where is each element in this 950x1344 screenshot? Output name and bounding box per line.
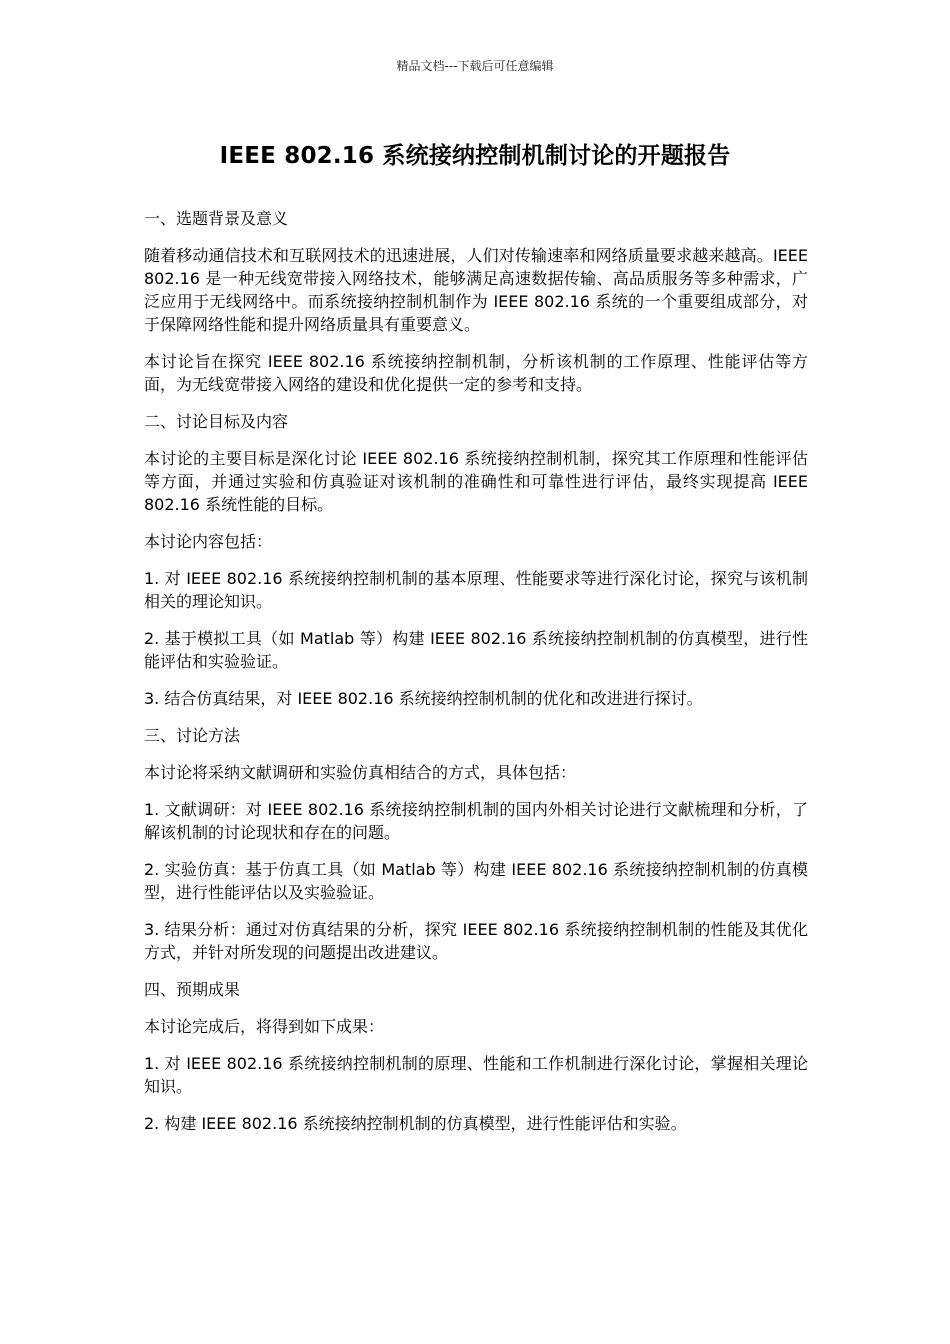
list-item-content-3: 3. 结合仿真结果，对 IEEE 802.16 系统接纳控制机制的优化和改进进行探讨。 [144, 689, 703, 708]
paragraph-purpose: 本讨论旨在探究 IEEE 802.16 系统接纳控制机制，分析该机制的工作原理、性能评估等方面，为无线宽带接入网络的建设和优化提供一定的参考和支持。 [144, 352, 808, 394]
list-item-method-2: 2. 实验仿真：基于仿真工具（如 Matlab 等）构建 IEEE 802.16 系统接纳控制机制的仿真模型，进行性能评估以及实验验证。 [144, 860, 808, 902]
paragraph-methods-intro: 本讨论将采纳文献调研和实验仿真相结合的方式，具体包括： [144, 763, 577, 782]
list-item-outcome-2: 2. 构建 IEEE 802.16 系统接纳控制机制的仿真模型，进行性能评估和实验。 [144, 1114, 687, 1133]
list-item-content-1: 1. 对 IEEE 802.16 系统接纳控制机制的基本原理、性能要求等进行深化讨论，探究与该机制相关的理论知识。 [144, 569, 808, 611]
section-heading-methods: 三、讨论方法 [144, 726, 241, 745]
document-title: IEEE 802.16 系统接纳控制机制讨论的开题报告 [219, 143, 731, 169]
section-heading-outcomes: 四、预期成果 [144, 980, 241, 999]
section-heading-background: 一、选题背景及意义 [144, 209, 289, 228]
paragraph-outcomes-intro: 本讨论完成后，将得到如下成果： [144, 1017, 385, 1036]
list-item-outcome-1: 1. 对 IEEE 802.16 系统接纳控制机制的原理、性能和工作机制进行深化讨论，掌握相关理论知识。 [144, 1054, 808, 1096]
paragraph-content-intro: 本讨论内容包括： [144, 532, 273, 551]
section-heading-goals: 二、讨论目标及内容 [144, 412, 289, 431]
list-item-content-2: 2. 基于模拟工具（如 Matlab 等）构建 IEEE 802.16 系统接纳控制机制的仿真模型，进行性能评估和实验验证。 [144, 629, 808, 671]
paragraph-goals: 本讨论的主要目标是深化讨论 IEEE 802.16 系统接纳控制机制，探究其工作原理和性能评估等方面，并通过实验和仿真验证对该机制的准确性和可靠性进行评估，最终实现提高 IEEE 802.16 系统性能的目标。 [144, 449, 808, 514]
paragraph-background: 随着移动通信技术和互联网技术的迅速进展，人们对传输速率和网络质量要求越来越高。IEEE 802.16 是一种无线宽带接入网络技术，能够满足高速数据传输、高品质服务等多种需求，广泛应用于无线网络中。而系统接纳控制机制作为 IEEE 802.16 系统的一个重要组成部分，对于保障网络性能和提升网络质量具有重要意义。 [144, 246, 808, 334]
list-item-method-3: 3. 结果分析：通过对仿真结果的分析，探究 IEEE 802.16 系统接纳控制机制的性能及其优化方式，并针对所发现的问题提出改进建议。 [144, 920, 808, 962]
document-body [144, 207, 808, 1149]
page-header: 精品文档---下载后可任意编辑 [396, 59, 554, 73]
list-item-method-1: 1. 文献调研：对 IEEE 802.16 系统接纳控制机制的国内外相关讨论进行文献梳理和分析，了解该机制的讨论现状和存在的问题。 [144, 800, 808, 842]
